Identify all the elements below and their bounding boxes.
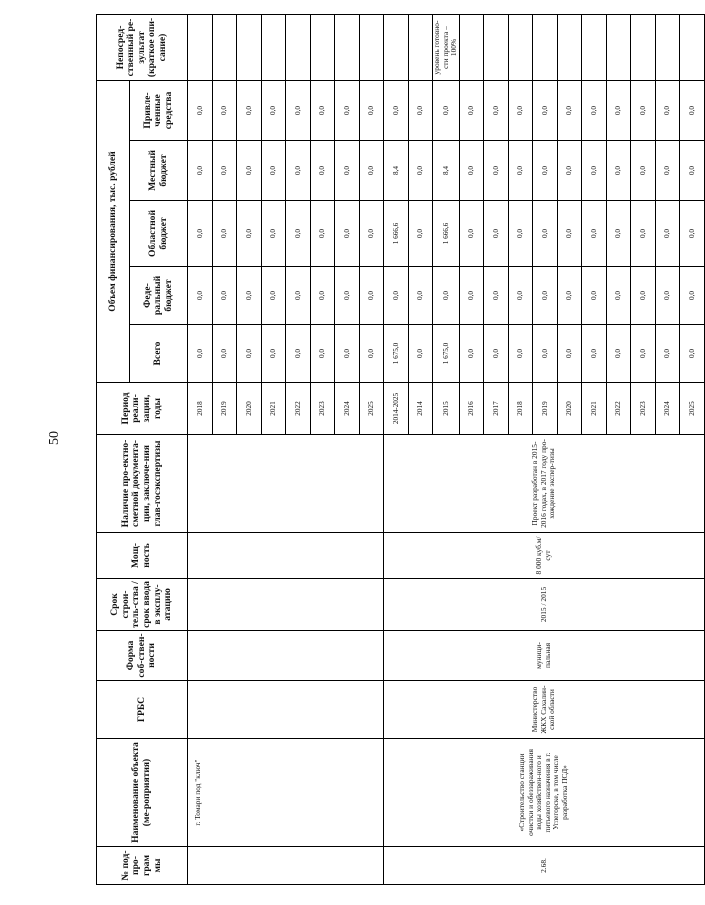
- header-attracted: Привле-ченные средства: [130, 81, 188, 141]
- year-cell: 2022: [286, 383, 311, 435]
- result-cell: [188, 15, 213, 81]
- year-cell: 2023: [631, 383, 656, 435]
- result-cell: [237, 15, 262, 81]
- year-cell: 2014-2025: [384, 383, 409, 435]
- total-cell: 0,0: [286, 325, 311, 383]
- local-cell: 0,0: [261, 141, 286, 201]
- regional-cell: 1 666,6: [433, 201, 460, 267]
- local-cell: 0,0: [655, 141, 680, 201]
- local-cell: 0,0: [188, 141, 213, 201]
- local-cell: 0,0: [335, 141, 360, 201]
- year-cell: 2021: [582, 383, 607, 435]
- block1-grbs: [188, 681, 384, 739]
- header-capacity: Мощ-ность: [97, 533, 188, 579]
- result-cell: [384, 15, 409, 81]
- block2-grbs: Министерство ЖКХ Сахалин-ской области: [384, 681, 705, 739]
- regional-cell: 0,0: [261, 201, 286, 267]
- result-cell: [680, 15, 705, 81]
- year-cell: 2025: [359, 383, 384, 435]
- local-cell: 8,4: [384, 141, 409, 201]
- block2-capacity: 8 000 куб.м/сут: [384, 533, 705, 579]
- local-cell: 0,0: [310, 141, 335, 201]
- local-cell: 0,0: [359, 141, 384, 201]
- year-cell: 2019: [212, 383, 237, 435]
- total-cell: 0,0: [631, 325, 656, 383]
- attracted-cell: 0,0: [310, 81, 335, 141]
- result-cell: [508, 15, 533, 81]
- federal-cell: 0,0: [459, 267, 484, 325]
- header-period: Период реали-зации, годы: [97, 383, 188, 435]
- regional-cell: 0,0: [655, 201, 680, 267]
- attracted-cell: 0,0: [212, 81, 237, 141]
- local-cell: 8,4: [433, 141, 460, 201]
- regional-cell: 0,0: [335, 201, 360, 267]
- total-cell: 0,0: [484, 325, 509, 383]
- regional-cell: 0,0: [237, 201, 262, 267]
- result-cell: [359, 15, 384, 81]
- federal-cell: 0,0: [359, 267, 384, 325]
- local-cell: 0,0: [631, 141, 656, 201]
- federal-cell: 0,0: [408, 267, 433, 325]
- year-cell: 2022: [606, 383, 631, 435]
- year-cell: 2020: [557, 383, 582, 435]
- federal-cell: 0,0: [286, 267, 311, 325]
- regional-cell: 1 666,6: [384, 201, 409, 267]
- header-term: Срок строи-тель-ства / срок ввода в эксплу-атацию: [97, 579, 188, 631]
- result-cell: [310, 15, 335, 81]
- block1-body: [188, 15, 384, 885]
- total-cell: 0,0: [680, 325, 705, 383]
- regional-cell: 0,0: [408, 201, 433, 267]
- result-cell: [582, 15, 607, 81]
- year-cell: 2014: [408, 383, 433, 435]
- local-cell: 0,0: [237, 141, 262, 201]
- header-docs: Наличие про-ектно-сметной документа-ции, заключе-ния глав-госэкспертизы: [97, 435, 188, 533]
- header-num: № под-про-грам мы: [97, 847, 188, 885]
- total-cell: 0,0: [359, 325, 384, 383]
- block2-ownership: муници-пальная: [384, 631, 705, 681]
- federal-cell: 0,0: [606, 267, 631, 325]
- local-cell: 0,0: [606, 141, 631, 201]
- regional-cell: 0,0: [631, 201, 656, 267]
- year-cell: 2025: [680, 383, 705, 435]
- result-cell: уровень готовно-сти проекта – 100%: [433, 15, 460, 81]
- local-cell: 0,0: [557, 141, 582, 201]
- attracted-cell: 0,0: [557, 81, 582, 141]
- local-cell: 0,0: [582, 141, 607, 201]
- result-cell: [533, 15, 558, 81]
- header-regional: Областной бюджет: [130, 201, 188, 267]
- regional-cell: 0,0: [188, 201, 213, 267]
- federal-cell: 0,0: [533, 267, 558, 325]
- total-cell: 0,0: [261, 325, 286, 383]
- year-cell: 2024: [335, 383, 360, 435]
- table-row: [188, 15, 213, 885]
- local-cell: 0,0: [459, 141, 484, 201]
- header-federal: Феде-ральный бюджет: [130, 267, 188, 325]
- block1-docs: [188, 435, 384, 533]
- header-local: Местный бюджет: [130, 141, 188, 201]
- year-cell: 2018: [188, 383, 213, 435]
- attracted-cell: 0,0: [655, 81, 680, 141]
- total-cell: 0,0: [508, 325, 533, 383]
- total-cell: 0,0: [237, 325, 262, 383]
- federal-cell: 0,0: [557, 267, 582, 325]
- federal-cell: 0,0: [212, 267, 237, 325]
- year-cell: 2019: [533, 383, 558, 435]
- attracted-cell: 0,0: [582, 81, 607, 141]
- regional-cell: 0,0: [680, 201, 705, 267]
- attracted-cell: 0,0: [606, 81, 631, 141]
- block1-ownership: [188, 631, 384, 681]
- attracted-cell: 0,0: [261, 81, 286, 141]
- year-cell: 2021: [261, 383, 286, 435]
- total-cell: 0,0: [408, 325, 433, 383]
- block2-body: [384, 15, 705, 885]
- regional-cell: 0,0: [533, 201, 558, 267]
- result-cell: [408, 15, 433, 81]
- result-cell: [557, 15, 582, 81]
- header-funding-group: Объем финансирования, тыс. рублей: [97, 81, 130, 383]
- attracted-cell: 0,0: [433, 81, 460, 141]
- federal-cell: 0,0: [261, 267, 286, 325]
- federal-cell: 0,0: [188, 267, 213, 325]
- table-row: [384, 15, 409, 885]
- regional-cell: 0,0: [359, 201, 384, 267]
- local-cell: 0,0: [533, 141, 558, 201]
- year-cell: 2024: [655, 383, 680, 435]
- result-cell: [631, 15, 656, 81]
- regional-cell: 0,0: [557, 201, 582, 267]
- local-cell: 0,0: [408, 141, 433, 201]
- page-number: 50: [47, 431, 62, 445]
- federal-cell: 0,0: [310, 267, 335, 325]
- block1-term: [188, 579, 384, 631]
- header-total: Всего: [130, 325, 188, 383]
- federal-cell: 0,0: [433, 267, 460, 325]
- total-cell: 1 675,0: [433, 325, 460, 383]
- header-grbs: ГРБС: [97, 681, 188, 739]
- attracted-cell: 0,0: [484, 81, 509, 141]
- block2-term: 2015 / 2015: [384, 579, 705, 631]
- result-cell: [484, 15, 509, 81]
- federal-cell: 0,0: [237, 267, 262, 325]
- attracted-cell: 0,0: [459, 81, 484, 141]
- total-cell: 0,0: [533, 325, 558, 383]
- block1-name: г. Томари под "ключ": [188, 739, 384, 847]
- block2-num: 2.68.: [384, 847, 705, 885]
- total-cell: 0,0: [582, 325, 607, 383]
- year-cell: 2016: [459, 383, 484, 435]
- total-cell: 0,0: [212, 325, 237, 383]
- rotated-table-container: [96, 15, 696, 885]
- total-cell: 0,0: [606, 325, 631, 383]
- total-cell: 0,0: [459, 325, 484, 383]
- regional-cell: 0,0: [212, 201, 237, 267]
- attracted-cell: 0,0: [508, 81, 533, 141]
- attracted-cell: 0,0: [384, 81, 409, 141]
- year-cell: 2017: [484, 383, 509, 435]
- total-cell: 0,0: [557, 325, 582, 383]
- local-cell: 0,0: [680, 141, 705, 201]
- regional-cell: 0,0: [582, 201, 607, 267]
- federal-cell: 0,0: [680, 267, 705, 325]
- result-cell: [459, 15, 484, 81]
- result-cell: [655, 15, 680, 81]
- total-cell: 0,0: [310, 325, 335, 383]
- attracted-cell: 0,0: [188, 81, 213, 141]
- year-cell: 2020: [237, 383, 262, 435]
- attracted-cell: 0,0: [286, 81, 311, 141]
- year-cell: 2018: [508, 383, 533, 435]
- federal-cell: 0,0: [582, 267, 607, 325]
- total-cell: 0,0: [188, 325, 213, 383]
- result-cell: [286, 15, 311, 81]
- result-cell: [606, 15, 631, 81]
- federal-cell: 0,0: [335, 267, 360, 325]
- regional-cell: 0,0: [508, 201, 533, 267]
- federal-cell: 0,0: [484, 267, 509, 325]
- year-cell: 2023: [310, 383, 335, 435]
- result-cell: [261, 15, 286, 81]
- local-cell: 0,0: [212, 141, 237, 201]
- regional-cell: 0,0: [310, 201, 335, 267]
- header-name: Наименование объекта (ме-роприятия): [97, 739, 188, 847]
- federal-cell: 0,0: [655, 267, 680, 325]
- total-cell: 1 675,0: [384, 325, 409, 383]
- attracted-cell: 0,0: [237, 81, 262, 141]
- total-cell: 0,0: [335, 325, 360, 383]
- header-ownership: Форма соб-ствен-ности: [97, 631, 188, 681]
- funding-table: [96, 14, 705, 885]
- block2-docs: Проект разработан в 2015-2016 годах, в 2017 году про-хождение экспер-тизы: [384, 435, 705, 533]
- attracted-cell: 0,0: [631, 81, 656, 141]
- local-cell: 0,0: [286, 141, 311, 201]
- federal-cell: 0,0: [384, 267, 409, 325]
- result-cell: [212, 15, 237, 81]
- block1-capacity: [188, 533, 384, 579]
- result-cell: [335, 15, 360, 81]
- header-result: Непосред-ственный ре-зультат (краткое опи-сание): [97, 15, 188, 81]
- block1-num: [188, 847, 384, 885]
- attracted-cell: 0,0: [359, 81, 384, 141]
- regional-cell: 0,0: [286, 201, 311, 267]
- federal-cell: 0,0: [631, 267, 656, 325]
- regional-cell: 0,0: [459, 201, 484, 267]
- local-cell: 0,0: [508, 141, 533, 201]
- federal-cell: 0,0: [508, 267, 533, 325]
- local-cell: 0,0: [484, 141, 509, 201]
- attracted-cell: 0,0: [335, 81, 360, 141]
- regional-cell: 0,0: [606, 201, 631, 267]
- total-cell: 0,0: [655, 325, 680, 383]
- attracted-cell: 0,0: [533, 81, 558, 141]
- attracted-cell: 0,0: [680, 81, 705, 141]
- attracted-cell: 0,0: [408, 81, 433, 141]
- block2-name: «Строительство станции очистки и обеззараживания воды хозяйствен-ного и питьевого назначения в г. Углегорске, в том числе разработка ПСД»: [384, 739, 705, 847]
- year-cell: 2015: [433, 383, 460, 435]
- regional-cell: 0,0: [484, 201, 509, 267]
